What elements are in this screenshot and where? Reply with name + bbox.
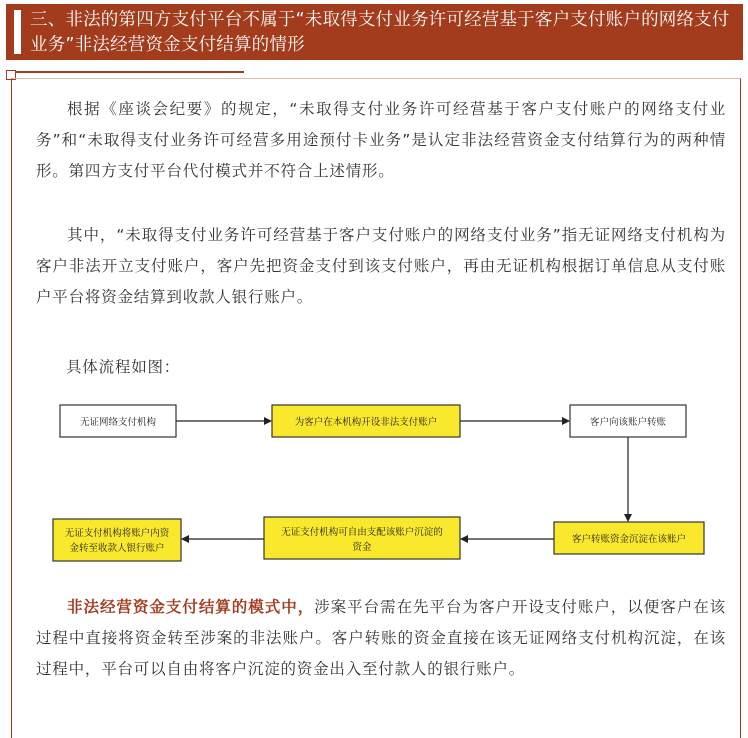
- paragraph-4: [36, 592, 726, 685]
- flow-node-1-label: 无证网络支付机构: [79, 417, 157, 428]
- flow-node-5-label-line2: 资金: [352, 542, 372, 553]
- flow-node-6-label-line2: 金转至收款人银行账户: [69, 543, 165, 554]
- flow-node-6: [53, 519, 181, 561]
- paragraph-4-body: 涉案平台需在先平台为客户开设支付账户，以便客户在该过程中直接将资金转至涉案的非法账户。客户转账的资金直接在该无证网络支付机构沉淀，在该过程中，平台可以自由将客户沉淀的资金出入至付款人的银行账户。: [36, 598, 726, 678]
- paragraph-1: 根据《座谈会纪要》的规定，“未取得支付业务许可经营基于客户支付账户的网络支付业务”和“未取得支付业务许可经营多用途预付卡业务”是认定非法经营资金支付结算行为的两种情形。第四方支付平台代付模式并不符合上述情形。: [36, 100, 726, 180]
- flow-node-3-label: 客户向该账户转账: [589, 417, 667, 428]
- flow-node-4-label: 客户转账资金沉淀在该账户: [571, 534, 687, 545]
- flow-node-2-label: 为客户在本机构开设非法支付账户: [294, 417, 438, 428]
- paragraph-3: 具体流程如图：: [66, 358, 181, 376]
- paragraph-2: 其中，“未取得支付业务许可经营基于客户支付账户的网络支付业务”指无证网络支付机构为客户非法开立支付账户，客户先把资金支付到该支付账户，再由无证机构根据订单信息从支付账户平台将资金结算到收款人银行账户。: [36, 226, 726, 306]
- paragraph-4-emphasis: 非法经营资金支付结算的模式中，: [67, 598, 315, 616]
- flow-node-5-label-line1: 无证支付机构可自由支配该账户沉淀的: [281, 527, 443, 538]
- section-title: 三、非法的第四方支付平台不属于“未取得支付业务许可经营基于客户支付账户的网络支付业务”非法经营资金支付结算的情形: [30, 10, 730, 55]
- flow-node-6-label-line1: 无证支付机构将账户内资: [64, 528, 170, 539]
